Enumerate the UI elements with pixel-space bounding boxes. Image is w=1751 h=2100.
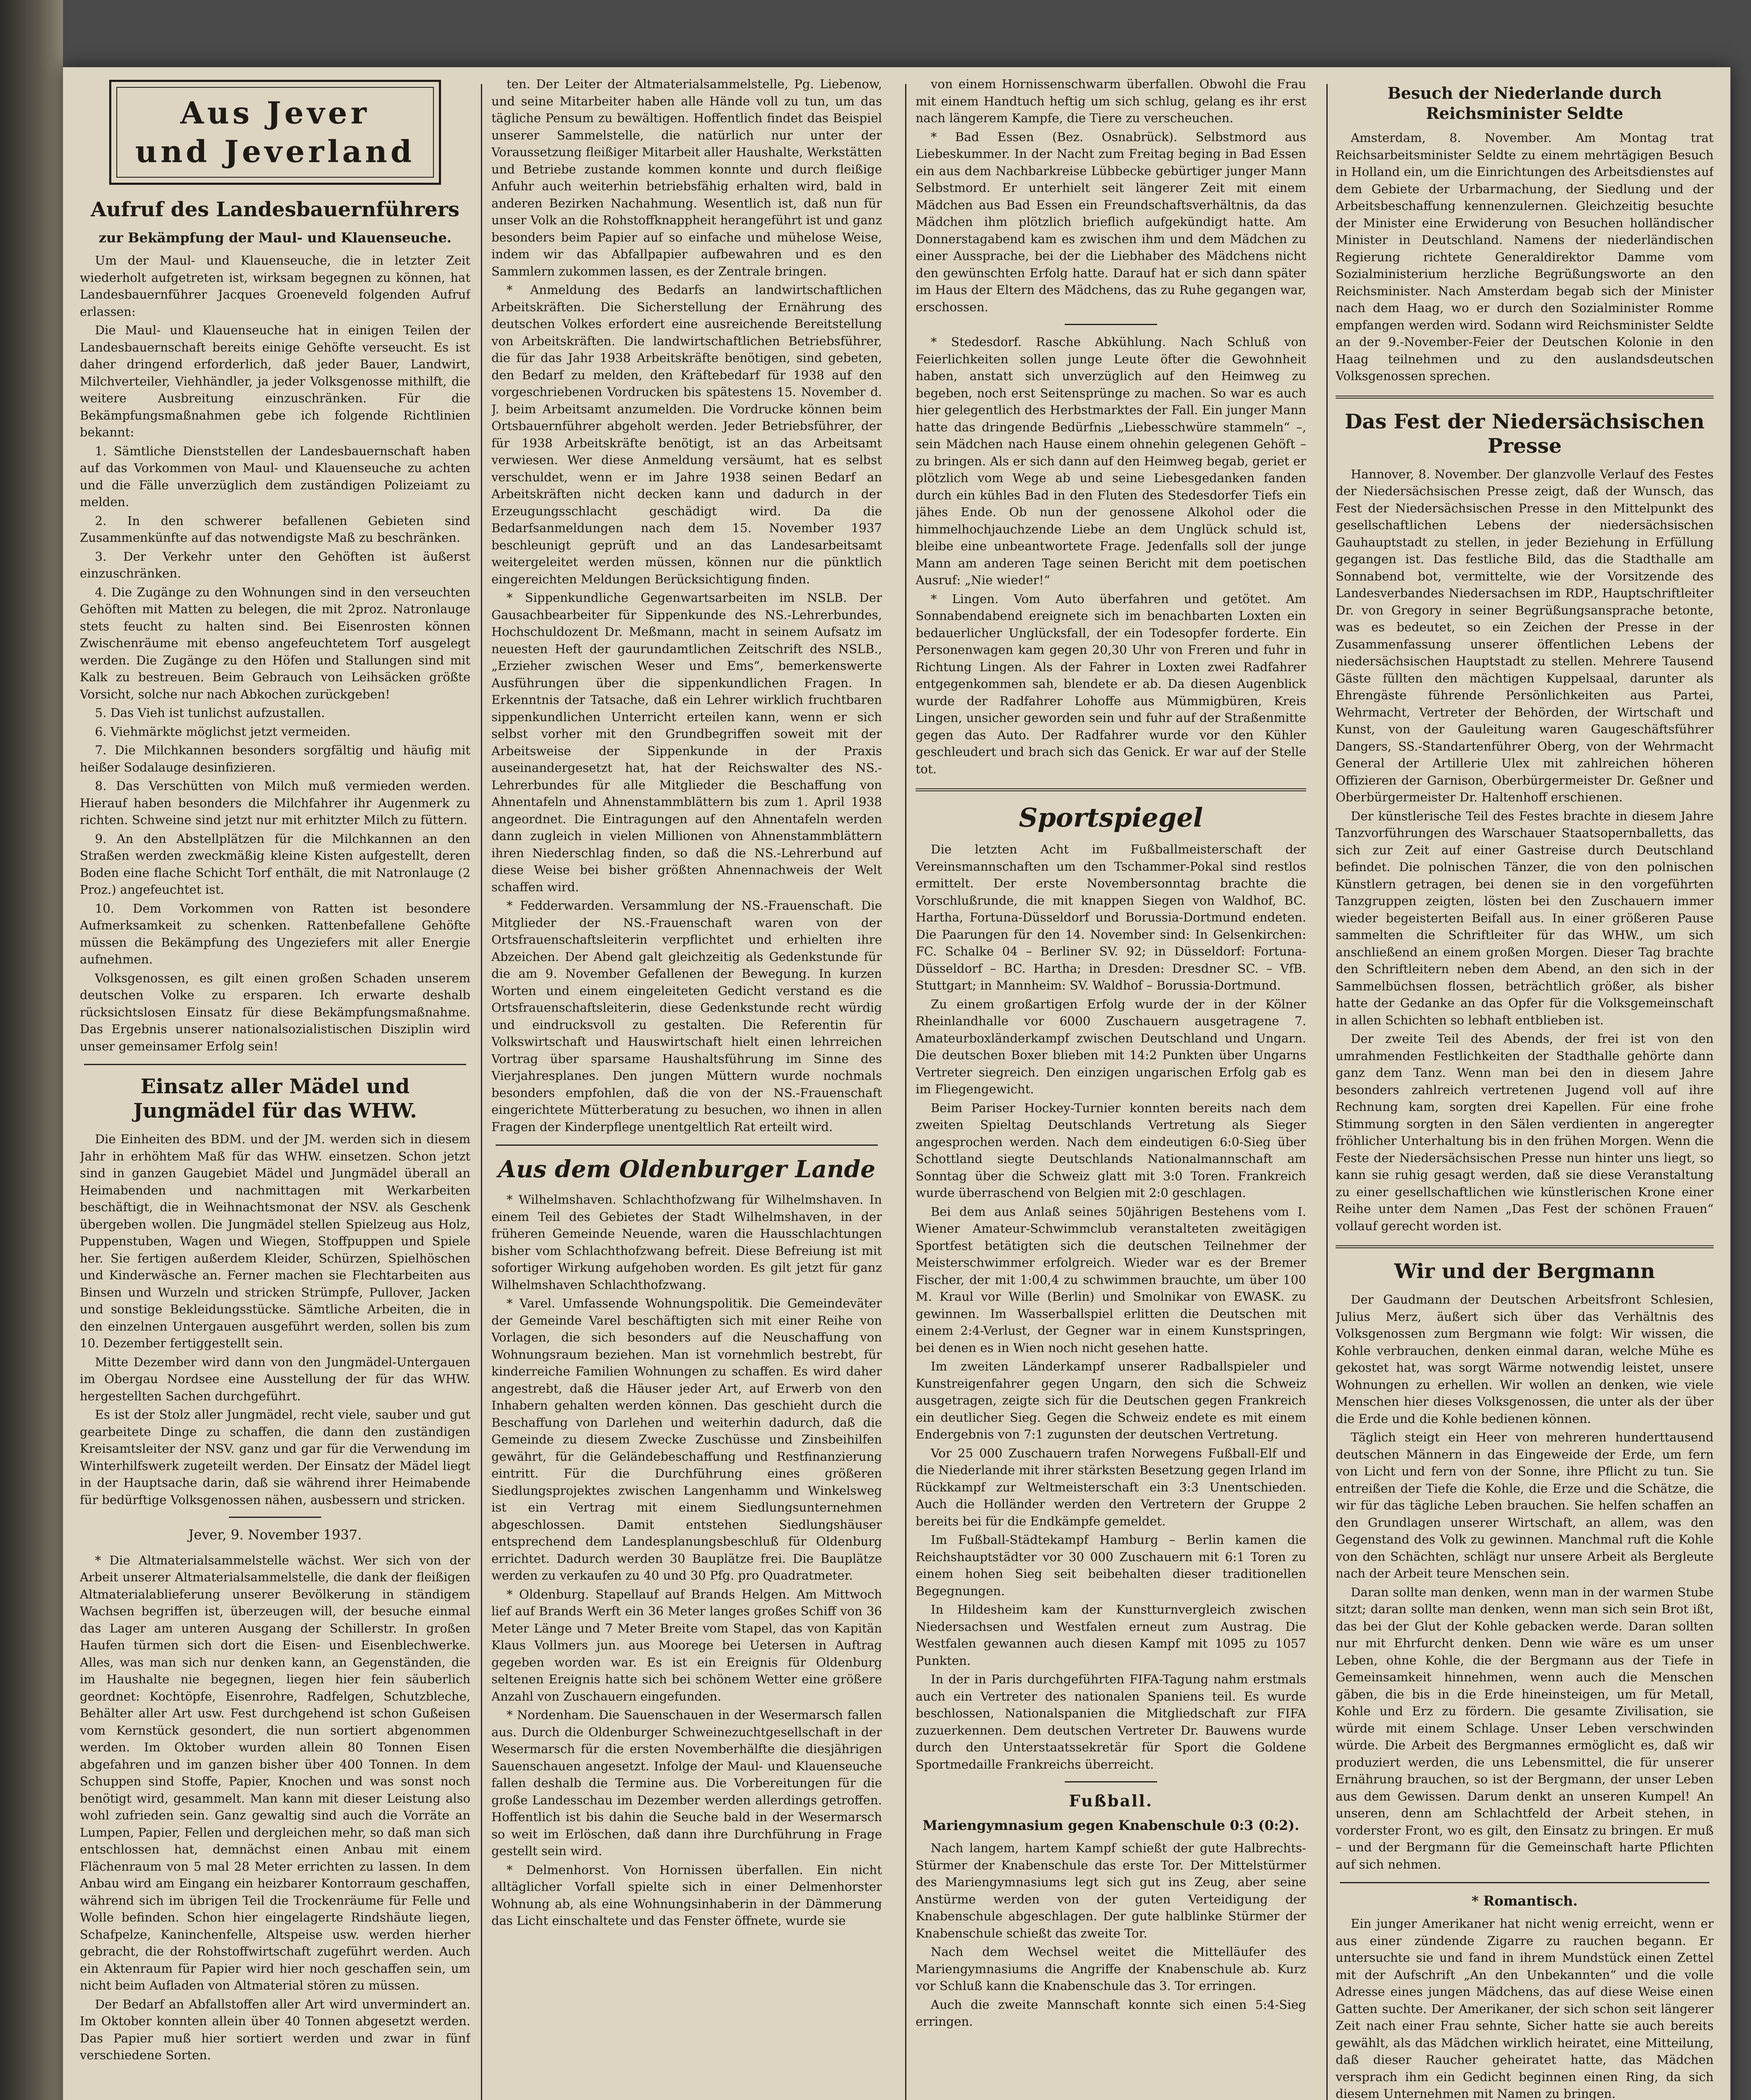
paragraph: Ein junger Amerikaner hat nicht wenig erreicht, wenn er aus einer zündende Zigarre zu rauchen begann. Er untersuchte sie und fand in ihrem Mundstück einen Zettel mit der Aufschrift „An den Unbekannten“ und die volle Adresse eines jungen Mädchens, das auf diese Weise einen Gatten suchte. Der Amerikaner, der sich schon seit längerer Zeit nach einer Frau sehnte, Sicher hatte sie auch bereits gewählt, als das Mädchen wirklich heiratet, eine Mitteilung, daß dieser Raucher geheiratet hatte, das Mädchen versprach ihm ein Gedicht beginnen einen Ring, da sich diesem Unternehmen mit Namen zu bringen. xyxy=(1336,1916,1714,2100)
paragraph: Nach dem Wechsel weitet die Mittelläufer des Mariengymnasiums die Angriffe der Knabenschule ab. Kurz vor Schluß kann die Knabenschule das 3. Tor erringen. xyxy=(916,1945,1306,1993)
separator xyxy=(1336,396,1714,399)
separator xyxy=(1340,1882,1709,1883)
column-rule xyxy=(481,84,482,2100)
paragraph: Auch die zweite Mannschaft konnte sich einen 5:4-Sieg erringen. xyxy=(916,1997,1306,2029)
paragraph: Nach langem, hartem Kampf schießt der gute Halbrechts-Stürmer der Knabenschule das erste Tor. Der Mittelstürmer des Mariengymnasiums legt sich gut ins Zeug, aber seine Anstürme werden von der guten Verteidigung der Knabenschule abgeschlagen. Der gute halblinke Stürmer der Knabenschule schießt das zweite Tor. xyxy=(916,1841,1306,1940)
paragraph: Hannover, 8. November. Der glanzvolle Verlauf des Festes der Niedersächsischen Presse zeigt, daß der Wunsch, das Fest der Niedersächsischen Presse in den Mittelpunkt des gesellschaftlichen Lebens der niedersächsischen Gauhauptstadt zu stellen, in jeder Beziehung in Erfüllung gegangen ist. Das festliche Bild, das die Stadthalle am Sonnabend bot, vermittelte, wie der Vorsitzende des Landesverbandes Niedersachsen im RDP., Hauptschriftleiter Dr. von Gregory in seiner Begrüßungsansprache betonte, was es bedeutet, so ein Zeichen der Presse in der Zusammenfassung unserer öffentlichen Lebens der niedersächsischen Hauptstadt zu stellen. Mehrere Tausend Gäste füllten den mächtigen Kuppelsaal, darunter als Ehrengäste führende Persönlichkeiten aus Partei, Wehrmacht, Vertreter der Behörden, der Wirtschaft und Kunst, von der Gauleitung waren Gaugeschäftsführer Dangers, SS.-Standartenführer Oberg, von der Wehrmacht General der Artillerie Ulex mit zahlreichen höheren Offizieren der Garnison, Oberbürgermeister Dr. Geßner und Oberbürgermeister Dr. Haltenhoff erschienen. xyxy=(1336,467,1714,804)
paragraph: Der künstlerische Teil des Festes brachte in diesem Jahre Tanzvorführungen des Warschauer Staatsopernballetts, das sich zur Zeit auf einer Gastreise durch Deutschland befindet. Die polnischen Tänzer, die von den polnischen Künstlern getragen, bei denen sie in den vorgeführten Tanzgruppen zeigten, lösten bei den Zuschauern immer wieder begeisterten Beifall aus. In einer größeren Pause sammelten die Schriftleiter für das WHW., um sich anschließend an einem großen Morgen. Dieser Tag brachte den Schriftleitern neben dem Abend, an den sich in der Sammelbüchsen flossen, beträchtlich größer, als bisher hatte der Gedanke an das Opfer für die Volksgemeinschaft in allen Schichten so lebhaft entblieben ist. xyxy=(1336,808,1714,1027)
paragraph: Der Bedarf an Abfallstoffen aller Art wird unvermindert an. Im Oktober konnten allein über 40 Tonnen abgesetzt werden. Das Papier muß hier sortiert werden und zwar in fünf verschiedene Sorten. xyxy=(80,1997,470,2062)
paragraph: * Varel. Umfassende Wohnungspolitik. Die Gemeindeväter der Gemeinde Varel beschäftigten sich mit einer Reihe von Vorlagen, die sich besonders auf die Neuschaffung von Wohnungsraum beziehen. Man ist vornehmlich bestrebt, für kinderreiche Familien Wohnungen zu schaffen. Es wird daher angestrebt, daß die Häuser jeder Art, auf Erwerb von den Inhabern gehalten werden können. Das geschieht durch die Beschaffung von Darlehen und weiterhin dadurch, daß die Gemeinde zu diesem Zwecke Zuschüsse und Zinsbeihilfen gewährt, für die Geländebeschaffung und Restfinanzierung eintritt. Für die Durchführung eines größeren Siedlungsprojektes zwischen Langenhamm und Winkelsweg ist ein Vertrag mit einem Siedlungsunternehmen abgeschlossen. Damit entstehen Siedlungshäuser entsprechend dem Landesplanungsbeschluß für Oldenburg errichtet. Dadurch werden 30 Bauplätze frei. Die Bauplätze werden zu verkaufen zu 40 und 30 Pfg. pro Quadratmeter. xyxy=(491,1296,882,1583)
article-body xyxy=(916,841,1306,1773)
separator xyxy=(1336,1245,1714,1248)
paragraph: ten. Der Leiter der Altmaterialsammelstelle, Pg. Liebenow, und seine Mitarbeiter haben alle Hände voll zu tun, um das tägliche Pensum zu bewältigen. Hoffentlich findet das Beispiel unserer Sammelstelle, die natürlich nur unter der Voraussetzung fleißiger Mitarbeit aller Haushalte, Werkstätten und Betriebe zustande kommen konnte und durch fleißige Anfuhr auch weiterhin betriebsfähig erhalten wird, bald in anderen Bezirken Nachahmung. Wesentlich ist, daß nun für unser Volk an die Rohstoffknappheit herangeführt ist und ganz besonders beim Papier auf so einfache und mühelose Weise, indem wir das Abfallpapier aufbewahren und es den Sammlern zukommen lassen, es der Zentrale bringen. xyxy=(491,77,882,278)
paragraph: Der zweite Teil des Abends, der frei ist von den umrahmenden Festlichkeiten der Stadthalle gehörte dann ganz dem Tanz. Wenn man bei den in diesem Jahre besonders zahlreich vertretenen Jugend voll auf ihre Rechnung kam, sorgten drei Kapellen. Für eine frohe Stimmung sorgten in den Sälen verdienten in angeregter fröhlicher Unterhaltung bis in den frühen Morgen. Wenn die Feste der Niedersächsischen Presse nun hinter uns liegt, so kann sie ruhig gesagt werden, daß sie diese Veranstaltung zu einer gesellschaftlichen wie künstlerischen Krone einer Reihe unter dem Namen „Das Fest der schönen Frauen“ vollauf gerecht worden ist. xyxy=(1336,1032,1714,1233)
dateline: Jever, 9. November 1937. xyxy=(188,1527,362,1543)
separator xyxy=(1065,1781,1157,1782)
subsection-headline: Fußball. xyxy=(1068,1791,1153,1810)
section-headline: Aus dem Oldenburger Lande xyxy=(498,1155,876,1183)
paragraph: Es ist der Stolz aller Jungmädel, recht viele, sauber und gut gearbeitete Dinge zu schaffen, die dann den zuständigen Kreisamtsleiter der NSV. ganz und gar für die Verwendung im Winterhilfswerk zugeteilt werden. Der Einsatz der Mädel liegt in der Hauptsache darin, daß sie während ihrer Heimabende für bedürftige Volksgenossen nähen, ausbessern und stricken. xyxy=(80,1407,470,1507)
article-headline: Wir und der Bergmann xyxy=(1394,1260,1655,1283)
paragraph: * Fedderwarden. Versammlung der NS.-Frauenschaft. Die Mitglieder der NS.-Frauenschaft waren von der Ortsfrauenschaftsleiterin verpflichtet und erhielten ihre Abzeichen. Der Abend galt gleichzeitig als Gedenkstunde für die am 9. November Gefallenen der Bewegung. In kurzen Worten und einem eingeleiteten Gedicht verstand es die Ortsfrauenschaftsleiterin, diese Gedenkstunde recht würdig und eindrucksvoll zu gestalten. Die Referentin für Volkswirtschaft und Hauswirtschaft hielt einen lehrreichen Vortrag über sparsame Haushaltsführung im Sinne des Vierjahresplanes. Den jungen Müttern wurde nochmals besonders empfohlen, daß die von der NS.-Frauenschaft eingerichtete Mütterberatung zu besuchen, wo ihnen in allen Fragen der Kinderpflege unentgeltlich Rat erteilt wird. xyxy=(491,898,882,1134)
paragraph: * Stedesdorf. Rasche Abkühlung. Nach Schluß von Feierlichkeiten sollen junge Leute öfter die Gewohnheit haben, anstatt sich unverzüglich auf den Heimweg zu begeben, noch erst Seitensprünge zu machen. So war es auch hier gelegentlich des Herbstmarktes der Fall. Ein junger Mann hatte das dringende Bedürfnis „Liebesschwüre stammeln“ –, sein Mädchen nach Hause einem ohnehin gelegenen Gehöft – zu bringen. Als er sich dann auf den Heimweg begab, geriet er plötzlich vom Wege ab und seine Liebesgedanken fanden durch ein kühles Bad in den Fluten des Stedesdorfer Tiefs ein jähes Ende. Ob nun der genossene Alkohol oder die himmelhochjauchzende Liebe an dem Unglück schuld ist, bleibe eine unbeantwortete Frage. Jedenfalls soll der junge Mann am anderen Tage seinen Bericht mit dem poetischen Ausruf: „Nie wieder!“ xyxy=(916,335,1306,587)
separator xyxy=(1065,324,1157,325)
column-rule xyxy=(1326,84,1328,2100)
paragraph: 1. Sämtliche Dienststellen der Landesbauernschaft haben auf das Vorkommen von Maul- und Klauenseuche zu achten und die Fälle unverzüglich dem zuständigen Polizeiamt zu melden. xyxy=(80,444,470,509)
paragraph: * Lingen. Vom Auto überfahren und getötet. Am Sonnabendabend ereignete sich im benachbarten Loxten ein bedauerlicher Unglücksfall, der ein Todesopfer forderte. Ein Personenwagen kam gegen 20,30 Uhr von Freren und fuhr in Richtung Lingen. Als der Fahrer in Loxten zwei Radfahrer entgegenkommen sah, blendete er ab. Da diesen Augenblick wurde der Radfahrer Lohoffe aus Mümmigbüren, Kreis Lingen, unsicher geworden sein und fuhr auf der Straßenmitte gegen das Auto. Der Radfahrer wurde vor den Kühler geschleudert und brach sich das Genick. Er war auf der Stelle tot. xyxy=(916,591,1306,776)
article-headline: Einsatz aller Mädel und Jungmädel für das WHW. xyxy=(133,1075,417,1123)
paragraph: Amsterdam, 8. November. Am Montag trat Reichsarbeitsminister Seldte zu einem mehrtägigen Besuch in Holland ein, um die Einrichtungen des Arbeitsdienstes auf dem Gebiete der Urbarmachung, der Siedlung und der Arbeitsbeschaffung kennenzulernen. Gleichzeitig besuchte der Minister eine Erwiderung von Besuchen holländischer Minister in Deutschland. Namens der niederländischen Regierung richtete Generaldirektor Damme vom Sozialministerium herzliche Begrüßungsworte an den Reichsminister. Nach Amsterdam begab sich der Minister nach dem Haag, wo er durch den Sozialminister Romme empfangen werden wird. Sodann wird Reichsminister Seldte an der 9.-November-Feier der Deutschen Kolonie in den Haag teilnehmen und zu den auslandsdeutschen Volksgenossen sprechen. xyxy=(1336,131,1714,383)
article-body xyxy=(491,281,882,588)
article-body xyxy=(1336,1291,1714,1873)
separator xyxy=(84,1064,466,1065)
paragraph: Mitte Dezember wird dann von den Jungmädel-Untergauen im Obergau Nordsee eine Ausstellung der für das WHW. hergestellten Sachen durchgeführt. xyxy=(80,1354,470,1403)
paragraph: Beim Pariser Hockey-Turnier konnten bereits nach dem zweiten Spieltag Deutschlands Vertretung als Sieger angesprochen werden. Nach dem eindeutigen 6:0-Sieg über Schottland siegte Deutschlands Nationalmannschaft am Sonntag über die Schweiz glatt mit 3:0 Toren. Frankreich wurde überraschend von Belgien mit 2:0 geschlagen. xyxy=(916,1100,1306,1200)
paragraph: 7. Die Milchkannen besonders sorgfältig und häufig mit heißer Sodalauge desinfizieren. xyxy=(80,743,470,774)
column-3 xyxy=(916,76,1306,2100)
column-4 xyxy=(1336,76,1714,2100)
masthead-line: Aus Jever xyxy=(180,95,370,131)
paragraph: * Die Altmaterialsammelstelle wächst. Wer sich von der Arbeit unserer Altmaterialsammelstelle, die dank der fleißigen Altmaterialablieferung unserer Bevölkerung in ständigem Wachsen begriffen ist, überzeugen will, der besuche einmal das Lager am unteren Ausgang der Schillerstr. In großen Haufen türmen sich dort die Eisen- und Eisenblechwerke. Alles, was man sich nur denken kann, an Gegenständen, die im Haushalte nie begegnen, liegen hier fein säuberlich geordnet: Kochtöpfe, Eisenrohre, Radfelgen, Schutzbleche, Behälter aller Art usw. Fest durchgehend ist schon Gußeisen vom Kernstück gesondert, die nun sortiert abgenommen werden. Im Oktober wurden allein 80 Tonnen Eisen abgefahren und im ganzen bisher über 400 Tonnen. In dem Schuppen sind Stoffe, Papier, Knochen und was sonst noch benötigt wird, gesammelt. Man kann mit dieser Leistung also wohl zufrieden sein. Ganz gewaltig sind auch die Vorräte an Lumpen, Papier, Fellen und dergleichen mehr, so daß man sich entschlossen hat, demnächst einen Anbau mit einem Flächenraum von 5 mal 28 Meter errichten zu lassen. In dem Anbau wird am Eingang ein heizbarer Kontorraum geschaffen, während sich im übrigen Teil die Trockenräume für Felle und Wolle befinden. Schon hier eingelagerte Rindshäute liegen, Schafpelze, Kaninchenfelle, Altspeise usw. werden hierher gebracht, die der Rohstoffwirtschaft zugeführt werden. Auch ein Aktenraum für Papier wird hier noch geschaffen sein, um nicht beim Aufladen von Altmaterial stören zu müssen. xyxy=(80,1553,470,1992)
section-headline: Sportspiegel xyxy=(1019,802,1203,833)
paragraph: Im Fußball-Städtekampf Hamburg – Berlin kamen die Reichshauptstädter vor 30 000 Zuschauern mit 6:1 Toren zu einem hohen Sieg seit beibehalten dieser traditionellen Begegnungen. xyxy=(916,1533,1306,1598)
paragraph: * Nordenham. Die Sauenschauen in der Wesermarsch fallen aus. Durch die Oldenburger Schweinezuchtgesellschaft in der Wesermarsch für die ersten Novemberhälfte die diesjährigen Sauenschauen angesetzt. Infolge der Maul- und Klauenseuche fallen deshalb die Termine aus. Die Vorbereitungen für die große Landesschau im Dezember werden allerdings getroffen. Hoffentlich ist bis dahin die Seuche bald in der Wesermarsch so weit im Erlöschen, daß dann ihre Durchführung in Frage gestellt sein wird. xyxy=(491,1708,882,1858)
paragraph: Die letzten Acht im Fußballmeisterschaft der Vereinsmannschaften um den Tschammer-Pokal sind restlos ermittelt. Der erste Novembersonntag brachte die Vorschlußrunde, die mit knappen Siegen von Waldhof, BC. Hartha, Fortuna-Düsseldorf und Borussia-Dortmund endeten. Die Paarungen für den 14. November sind: In Gelsenkirchen: FC. Schalke 04 – Berliner SV. 92; in Düsseldorf: Fortuna-Düsseldorf – BC. Hartha; in Dresden: Dresdner SC. – VfB. Stuttgart; in Mannheim: SV. Waldhof – Borussia-Dortmund. xyxy=(916,842,1306,992)
paragraph: Volksgenossen, es gilt einen großen Schaden unserem deutschen Volke zu ersparen. Ich erwarte deshalb rücksichtslosen Einsatz für diese Bekämpfungsmaßnahme. Das Ergebnis unserer nationalsozialistischen Disziplin wird unser gemeinsamer Erfolg sein! xyxy=(80,971,470,1053)
paragraph: Um der Maul- und Klauenseuche, die in letzter Zeit wiederholt aufgetreten ist, wirksam begegnen zu können, hat Landesbauernführer Jacques Groeneveld folgenden Aufruf erlassen: xyxy=(80,253,470,319)
paragraph: * Oldenburg. Stapellauf auf Brands Helgen. Am Mittwoch lief auf Brands Werft ein 36 Meter langes großes Schiff von 36 Meter Länge und 7 Meter Breite vom Stapel, das von Kapitän Klaus Vollmers jun. aus Moorege bei Uetersen in Auftrag gegeben worden war. Es ist ein Ereignis für Oldenburg seltenen Ereignis hatte sich bei schönem Wetter eine größere Anzahl von Zuschauern eingefunden. xyxy=(491,1587,882,1704)
paragraph: 3. Der Verkehr unter den Gehöften ist äußerst einzuschränken. xyxy=(80,549,470,580)
article-body xyxy=(916,1840,1306,2030)
paragraph: In Hildesheim kam der Kunstturnvergleich zwischen Niedersachsen und Westfalen erneut zum Austrag. Die Westfalen gewannen auch diesen Kampf mit 1095 zu 1057 Punkten. xyxy=(916,1602,1306,1668)
article-label: * Romantisch. xyxy=(1471,1893,1578,1909)
article-body xyxy=(80,1552,470,2064)
book-binding xyxy=(0,0,63,2100)
paragraph: von einem Hornissenschwarm überfallen. Obwohl die Frau mit einem Handtuch heftig um sich schlug, gelang es ihr erst nach längerem Kampfe, die Tiere zu verscheuchen. xyxy=(916,77,1306,125)
article-body xyxy=(491,76,882,280)
article-body xyxy=(1336,129,1714,385)
column-2 xyxy=(491,76,882,2100)
paragraph: In der in Paris durchgeführten FIFA-Tagung nahm erstmals auch ein Vertreter des nationalen Spaniens teil. Es wurde beschlossen, Nationalspanien die Mitgliedschaft zur FIFA zuzuerkennen. Dem deutschen Vertreter Dr. Bauwens wurde durch den Unterstaatssekretär für Sport die Goldene Sportmedaille Frankreichs überreicht. xyxy=(916,1672,1306,1772)
paragraph: Vor 25 000 Zuschauern trafen Norwegens Fußball-Elf und die Niederlande mit ihrer stärksten Besetzung gegen Irland im Rückkampf zur Weltmeisterschaft ein 3:3 Unentschieden. Auch die Holländer werden den Vertretern der Gruppe 2 bereits bei für die Endkämpfe gemeldet. xyxy=(916,1446,1306,1528)
paragraph: Zu einem großartigen Erfolg wurde der in der Kölner Rheinlandhalle vor 6000 Zuschauern ausgetragene 7. Amateurboxländerkampf zwischen Deutschland und Ungarn. Die deutschen Boxer blieben mit 14:2 Punkten über Ungarns Vertreter siegreich. Den einzigen ungarischen Erfolg gab es im Fliegengewicht. xyxy=(916,997,1306,1096)
paragraph: 5. Das Vieh ist tunlichst aufzustallen. xyxy=(95,706,325,720)
paragraph: Die Einheiten des BDM. und der JM. werden sich in diesem Jahr in erhöhtem Maß für das WHW. einsetzen. Schon jetzt sind in ganzen Gaugebiet Mädel und Jungmädel überall an Heimabenden und nachmittagen mit Werkarbeiten beschäftigt, die in Weihnachtsmonat der NSV. als Geschenk übergeben wollen. Die Jungmädel stellen Spielzeug aus Holz, Puppenstuben, Wagen und Wiegen, Stoffpuppen und Spiele her. Sie fertigen außerdem Kleider, Schürzen, Spielhöschen und Kinderwäsche an. Ferner machen sie Flechtarbeiten aus Binsen und Wurzeln und stricken Strümpfe, Pullover, Jacken und sonstige Bekleidungsstücke. Sämtliche Arbeiten, die in den einzelnen Untergauen ausgeführt werden, sollen bis zum 10. Dezember fertiggestellt sein. xyxy=(80,1132,470,1350)
masthead-line: und Jeverland xyxy=(135,134,415,169)
paragraph: 6. Viehmärkte möglichst jetzt vermeiden. xyxy=(95,724,351,739)
column-1 xyxy=(80,76,470,2100)
paragraph: 9. An den Abstellplätzen für die Milchkannen an den Straßen werden zweckmäßig kleine Kisten aufgestellt, deren Boden eine flache Schicht Torf enthält, die mit Natronlauge (2 Proz.) angefeuchtet ist. xyxy=(80,831,470,897)
article-body xyxy=(491,589,882,895)
article-headline: Aufruf des Landesbauernführers xyxy=(91,198,459,221)
paragraph: * Anmeldung des Bedarfs an landwirtschaftlichen Arbeitskräften. Die Sicherstellung der Ernährung des deutschen Volkes erfordert eine ausreichende Bereitstellung von Arbeitskräften. Die landwirtschaftlichen Betriebsführer, die für das Jahr 1938 Arbeitskräfte benötigen, sind gebeten, den Bedarf zu melden, den Kräftebedarf für 1938 auf den vorgeschriebenen Vordrucken bis spätestens 15. November d. J. beim Arbeitsamt anzumelden. Die Vordrucke können beim Ortsbauernführer abgeholt werden. Jeder Betriebsführer, der für 1938 Arbeitskräfte benötigt, ist an das Arbeitsamt verwiesen. Wer diese Anmeldung versäumt, hat es selbst verschuldet, wenn er im Jahre 1938 seinen Bedarf an Arbeitskräften nicht decken kann und dadurch in der Erzeugungsschlacht geschädigt wird. Da die Bedarfsanmeldungen nach dem 15. November 1937 beschleunigt geprüft und an das Landesarbeitsamt weitergeleitet werden müssen, können nur die pünktlich eingereichten Meldungen Berücksichtigung finden. xyxy=(491,283,882,586)
section-masthead xyxy=(109,80,441,185)
paragraph: Der Gaudmann der Deutschen Arbeitsfront Schlesien, Julius Merz, äußert sich über das Verhältnis des Volksgenossen zum Bergmann wie folgt: Wir wissen, die Kohle verbrauchen, denken einmal daran, welche Mühe es gekostet hat, was sorgt Wärme notwendig leistet, unsere Wohnungen zu erhellen. Wir wollen an denken, wie viele Menschen hier dieses Volksgenossen, die unter als der über die Erde und die Kohle bedienen können. xyxy=(1336,1292,1714,1426)
paragraph: Die Maul- und Klauenseuche hat in einigen Teilen der Landesbauernschaft bereits einige Gehöfte verseucht. Es ist daher dringend erforderlich, daß jeder Bauer, Landwirt, Milchverteiler, Viehhändler, ja jeder Volksgenosse mithilft, die weitere Ausbreitung einzuschränken. Für die Bekämpfungsmaßnahmen gebe ich folgende Richtlinien bekannt: xyxy=(80,323,470,439)
separator xyxy=(916,788,1306,791)
article-body xyxy=(80,1131,470,1508)
paragraph: * Wilhelmshaven. Schlachthofzwang für Wilhelmshaven. In einem Teil des Gebietes der Stadt Wilhelmshaven, in der früheren Gemeinde Neuende, waren die Hausschlachtungen bisher vom Schlachthofzwang befreit. Diese Befreiung ist mit sofortiger Wirkung aufgehoben worden. Es gilt jetzt für ganz Wilhelmshaven Schlachthofzwang. xyxy=(491,1192,882,1292)
paragraph: 10. Dem Vorkommen von Ratten ist besondere Aufmerksamkeit zu schenken. Rattenbefallene Gehöfte müssen die Bekämpfung des Ungeziefers mit aller Energie aufnehmen. xyxy=(80,901,470,966)
article-headline: Das Fest der Niedersächsischen Presse xyxy=(1344,410,1705,458)
paragraph: * Bad Essen (Bez. Osnabrück). Selbstmord aus Liebeskummer. In der Nacht zum Freitag beging in Bad Essen ein aus dem Nachbarkreise Lübbecke gebürtiger junger Mann Selbstmord. Er unterhielt seit längerer Zeit mit einem Mädchen aus Bad Essen ein Freundschaftsverhältnis, da das Mädchen ihm plötzlich brieflich aufgekündigt hatte. Am Donnerstagabend kam es zwischen ihm und dem Mädchen zu einer Aussprache, bei der die Liebhaber des Mädchens nicht den gewünschten Erfolg hatte. Darauf hat er sich dann später im Haus der Eltern des Mädchens, das zu Ruhe gegangen war, erschossen. xyxy=(916,129,1306,314)
paragraph: * Delmenhorst. Von Hornissen überfallen. Ein nicht alltäglicher Vorfall spielte sich in einer Delmenhorster Wohnung ab, als eine Wohnungsinhaberin in der Dämmerung das Licht einschaltete und das Fenster öffnete, wurde sie xyxy=(491,1862,882,1928)
separator xyxy=(496,1144,878,1146)
paragraph: 2. In den schwerer befallenen Gebieten sind Zusammenkünfte auf das notwendigste Maß zu beschränken. xyxy=(80,513,470,545)
article-headline: Besuch der Niederlande durch Reichsminister Seldte xyxy=(1387,84,1662,123)
paragraph: 4. Die Zugänge zu den Wohnungen sind in den verseuchten Gehöften mit Matten zu belegen, die mit 2proz. Natronlauge stets feucht zu halten sind. Bei Eisenrosten können Zwischenräume mit ebenso angefeuchtetem Torf ausgelegt werden. Die Zugänge zu den Höfen und Stallungen sind mit Kalk zu bestreuen. Beim Gebrauch von Leihsäcken größte Vorsicht, solche nur nach Abkochen zurückgeben! xyxy=(80,585,470,701)
article-body xyxy=(491,897,882,1135)
article-subheadline: zur Bekämpfung der Maul- und Klauenseuche. xyxy=(98,230,452,246)
paragraph: Täglich steigt ein Heer von mehreren hunderttausend deutschen Männern in das Eingeweide der Erde, um fern von Licht und fern von der Sonne, ihre Pflicht zu tun. Sie entreißen der Tiefe die Kohle, die Erze und die Schätze, die wir für das tägliche Leben brauchen. Sie helfen schaffen an den Grundlagen unserer Wirtschaft, an allem, was den Gegenstand des Volk zu gewinnen. Manchmal ruft die Kohle von den Schächten, schlägt nur unsere Arbeit als Bergleute nach der Arbeit teure Menschen sein. xyxy=(1336,1430,1714,1580)
paragraph: Bei dem aus Anlaß seines 50jährigen Bestehens vom I. Wiener Amateur-Schwimmclub veranstalteten zweitägigen Sportfest betätigten sich die deutschen Teilnehmer der Meisterschwimmer erfolgreich. Wieder war es der Bremer Fischer, der mit 1:00,4 zu schwimmen brauchte, um über 100 M. Kraul vor Wille (Berlin) und Smolnikar von EWASK. zu gewinnen. Im Wasserballspiel erlitten die Deutschen mit einem 2:4-Verlust, der Gegner war in einem Kunstspringen, bei denen es in Wien noch nicht gesehen hatte. xyxy=(916,1204,1306,1355)
separator xyxy=(229,1517,321,1518)
article-body xyxy=(1336,1915,1714,2100)
paragraph: Daran sollte man denken, wenn man in der warmen Stube sitzt; daran sollte man denken, wenn man sich sein Brot ißt, das bei der Glut der Kohle gebacken werde. Daran sollten nur mit Ehrfurcht denken. Denn wie wäre es um unser Leben, ohne Kohle, die der Bergmann aus der Tiefe in Gemeinsamkeit hinnehmen, wenn auch die Menschen gäben, die bis in die Erde hineinsteigen, um für Metall, Kohle und Erz zu fördern. Die gesamte Zivilisation, sie würde mit einem Schlage. Unser Leben verschwinden würde. Die Arbeit des Bergmannes ermöglicht es, daß wir produziert werden, die uns Lebensmittel, die für unserer Ernährung brauchen, so ist der Bergmann, der unser Leben aus dem Gewissen. Darum denkt an unseren Kumpel! An unseren, denn am Schlachtfeld der Arbeit stehen, in vorderster Front, wo es gilt, den Einsatz zu bringen. Er muß – und der Bergmann für die Gemeinschaft harte Pflichten auf sich nehmen. xyxy=(1336,1585,1714,1872)
match-result: Mariengymnasium gegen Knabenschule 0:3 (0:2). xyxy=(922,1817,1299,1833)
paragraph: 8. Das Verschütten von Milch muß vermieden werden. Hierauf haben besonders die Milchfahrer ihr Augenmerk zu richten. Schweine sind jetzt nur mit erhitzter Milch zu füttern. xyxy=(80,779,470,827)
article-body xyxy=(916,333,1306,777)
article-body xyxy=(80,252,470,1055)
paragraph: * Sippenkundliche Gegenwartsarbeiten im NSLB. Der Gausachbearbeiter für Sippenkunde des NS.-Lehrerbundes, Hochschuldozent Dr. Meßmann, macht in seinem Aufsatz im neuesten Heft der gaurundamtlichen Zeitschrift des NSLB., „Erzieher zwischen Weser und Ems“, bemerkenswerte Ausführungen über die sippenkundlichen Fragen. In Erkenntnis der Tatsache, daß ein Lehrer wirklich fruchtbaren sippenkundlichen Unterricht erteilen kann, wenn er sich selbst vorher mit den Grundbegriffen soweit mit der Arbeitsweise der Sippenkunde in der Praxis auseinandergesetzt hat, hat der Reichswalter des NS.-Lehrerbundes für alle Mitglieder die Beschaffung von Ahnentafeln und Ahnenstammblättern bis zum 1. April 1938 angeordnet. Die Eintragungen auf den Ahnentafeln werden dann zugleich in vielen Millionen von Ahnenstammblättern ihren Niederschlag finden, so daß die NS.-Lehrerbund auf diese Weise bei bisher größten Ahnennachweis der Welt schaffen wird. xyxy=(491,591,882,894)
column-rule xyxy=(905,84,906,2100)
paragraph: Im zweiten Länderkampf unserer Radballspieler und Kunstreigenfahrer gegen Ungarn, den sich die Schweiz ausgetragen, zeigte sich für die Deutschen gegen Frankreich ein deutlicher Sieg. Gegen die Schweiz endete es mit einem Endergebnis von 7:1 zugunsten der deutschen Vertretung. xyxy=(916,1359,1306,1441)
article-body xyxy=(1336,466,1714,1235)
article-body xyxy=(916,76,1306,315)
article-body xyxy=(491,1191,882,1929)
